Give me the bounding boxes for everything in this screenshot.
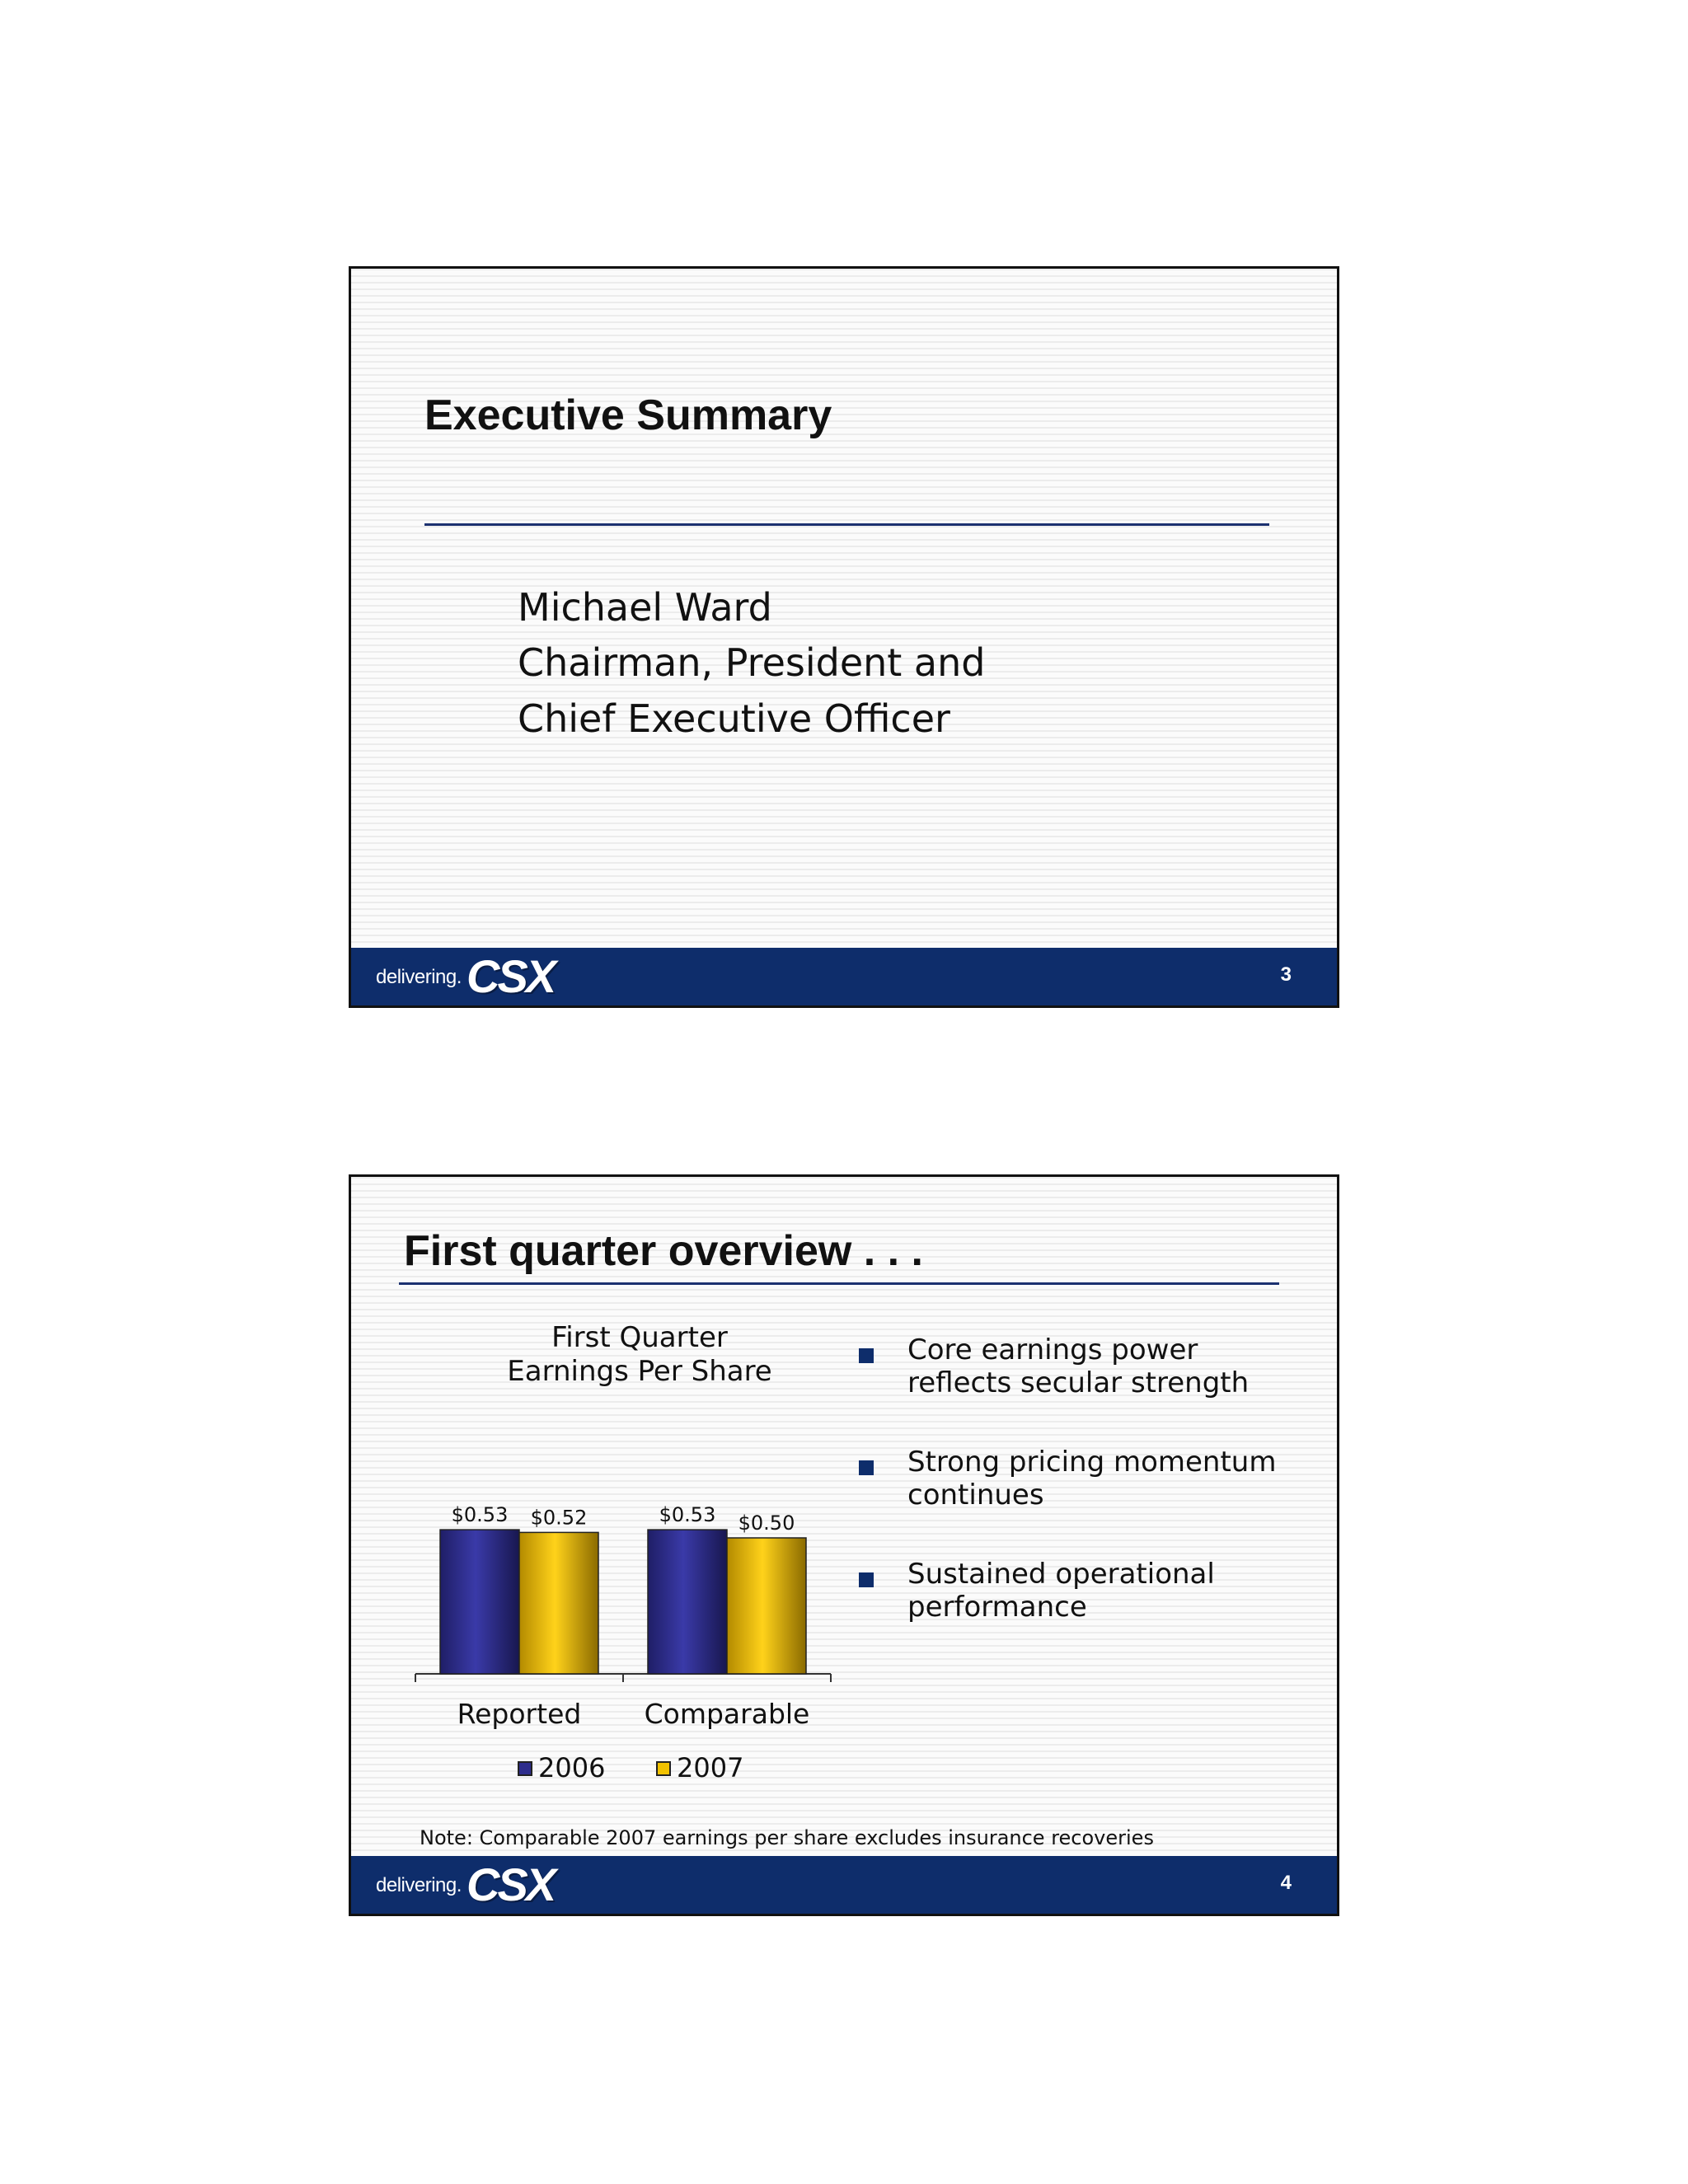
bullet-marker (859, 1572, 874, 1587)
footer-tagline: delivering. (376, 966, 462, 988)
legend-label-2006: 2006 (538, 1752, 606, 1783)
csx-logo: CSX (467, 950, 555, 1002)
legend-swatch-2006 (518, 1761, 532, 1776)
data-label-2007-comparable: $0.50 (738, 1511, 795, 1535)
bar-2006-reported (440, 1530, 519, 1674)
bullet-1-line1: Core earnings power (907, 1333, 1198, 1366)
speaker-name: Michael Ward (518, 585, 772, 630)
category-label-comparable: Comparable (644, 1698, 810, 1730)
data-label-2007-reported: $0.52 (530, 1506, 588, 1530)
legend-label-2007: 2007 (677, 1752, 744, 1783)
speaker-role-line2: Chief Executive Officer (518, 696, 950, 741)
footnote: Note: Comparable 2007 earnings per share excludes insurance recoveries (420, 1826, 1154, 1849)
chart-title-line2: Earnings Per Share (507, 1355, 772, 1388)
bullet-2-line2: continues (907, 1479, 1044, 1511)
footer-tagline: delivering. (376, 1874, 462, 1896)
eps-bar-chart (351, 1177, 879, 1869)
slide-footer (351, 1856, 1337, 1914)
title-rule (424, 523, 1269, 526)
chart-title-line1: First Quarter (551, 1321, 728, 1354)
bar-2007-reported (519, 1532, 598, 1674)
data-label-2006-comparable: $0.53 (659, 1503, 716, 1527)
slide-title: First quarter overview . . . (404, 1227, 923, 1275)
page-number: 3 (1280, 963, 1292, 986)
bullet-3-line2: performance (907, 1591, 1087, 1624)
bullet-1-line2: reflects secular strength (907, 1366, 1250, 1399)
csx-logo: CSX (467, 1858, 555, 1910)
bullet-marker (859, 1460, 874, 1475)
bar-2007-comparable (727, 1538, 806, 1674)
data-label-2006-reported: $0.53 (451, 1503, 509, 1527)
legend-swatch-2007 (656, 1761, 671, 1776)
slide-first-quarter-overview (349, 1174, 1339, 1916)
category-label-reported: Reported (457, 1698, 582, 1730)
slide-executive-summary (349, 266, 1339, 1008)
bullet-2-line1: Strong pricing momentum (907, 1446, 1277, 1479)
bullet-marker (859, 1348, 874, 1363)
page-number: 4 (1280, 1872, 1292, 1894)
slide-footer (351, 948, 1337, 1005)
speaker-role-line1: Chairman, President and (518, 640, 986, 685)
bullet-3-line1: Sustained operational (907, 1558, 1215, 1591)
slide-title: Executive Summary (424, 391, 832, 439)
bar-2006-comparable (648, 1530, 727, 1674)
